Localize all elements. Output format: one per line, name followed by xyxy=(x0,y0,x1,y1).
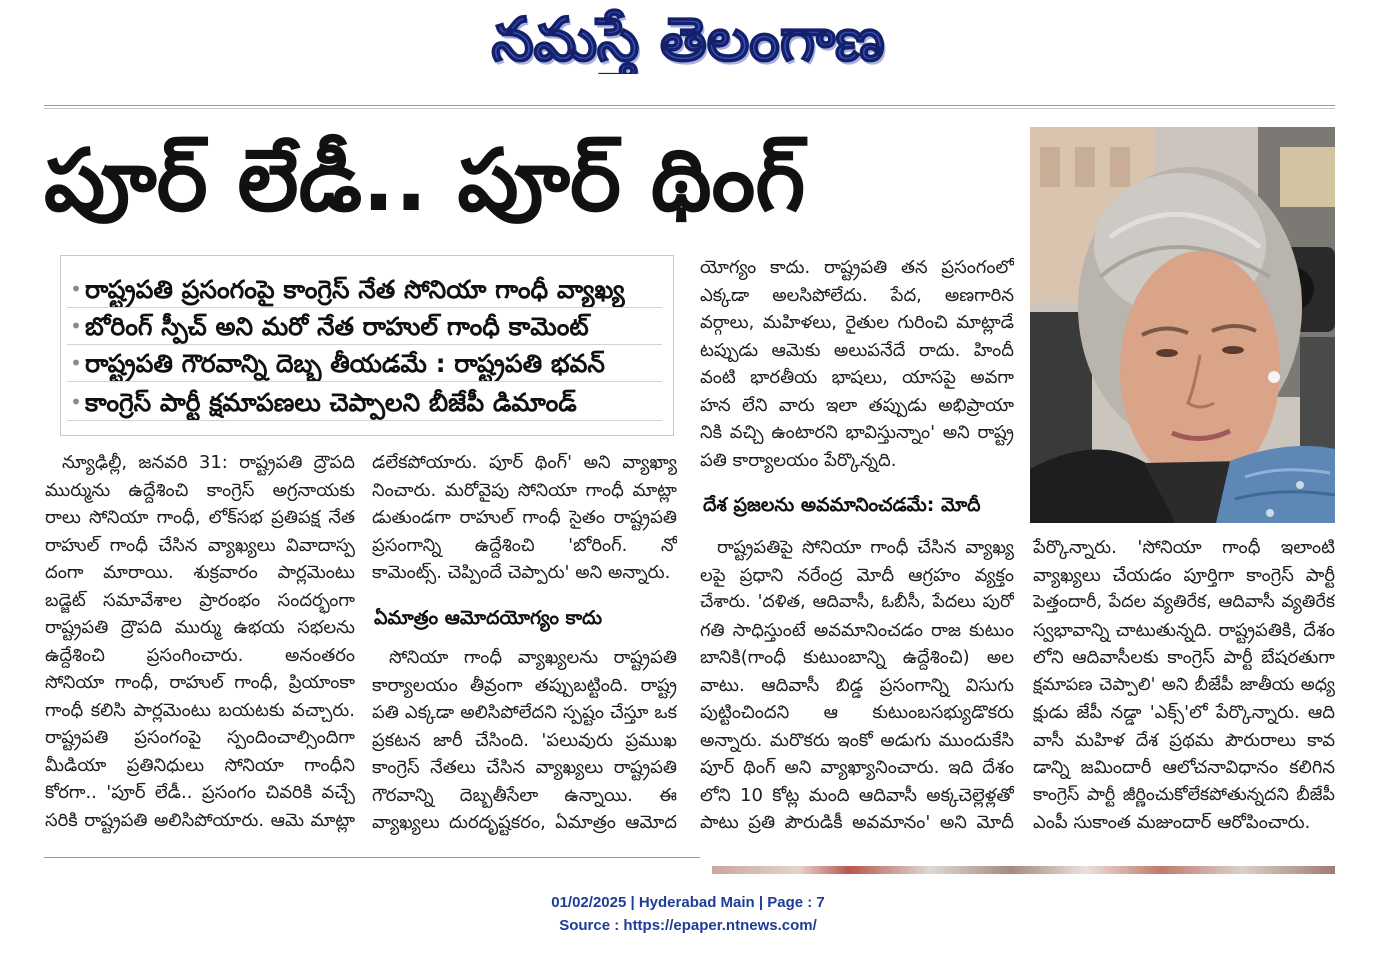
bullet-icon: • xyxy=(70,351,82,375)
bottom-divider xyxy=(44,857,700,858)
article-column-3-top xyxy=(700,254,1014,474)
article-line: రాష్ట్రపతి ప్రసంగంపై స్పందించాల్సిందిగా xyxy=(45,727,355,748)
article-line: న్యూఢిల్లీ, జనవరి 31: రాష్ట్రపతి ద్రౌపది xyxy=(62,452,355,473)
article-line: నికి వచ్చి ఉంటారని భావిస్తున్నాం' అని రాష్ట్ర xyxy=(700,422,1014,443)
article-line: వంటి భారతీయ భాషలు, యాసపై అవగా xyxy=(700,367,1014,388)
article-line: వ్యాఖ్యలు దురదృష్టకరం, ఏమాత్రం ఆమోద xyxy=(372,812,677,833)
article-line: ఎక్కడా అలసిపోలేదు. పేద, అణగారిన xyxy=(700,284,1014,306)
article-column-3-bottom xyxy=(700,534,1014,837)
article-line: వాసీ మహిళ దేశ ప్రథమ పౌరురాలు కావ xyxy=(1033,729,1335,751)
article-line: గతి సాధిస్తుంటే అవమానించడం రాజ కుటుం xyxy=(700,619,1014,641)
subheading: ఏమాత్రం ఆమోదయోగ్యం కాదు xyxy=(374,607,603,629)
article-line: డాన్ని జమిందారీ ఆలోచనావిధానం కలిగిన xyxy=(1033,757,1335,778)
article-line: హన లేని వారు ఇలా తప్పుడు అభిప్రాయా xyxy=(700,394,1014,416)
highlight-item xyxy=(67,385,662,421)
article-line: బానికి(గాంధీ కుటుంబాన్ని ఉద్దేశించి) అల xyxy=(700,647,1014,668)
article-line: రాష్ట్రపతి ద్రౌపది ముర్ము ఉభయ సభలను xyxy=(45,617,355,638)
article-line: దంగా మారాయి. శుక్రవారం పార్లమెంటు xyxy=(45,562,355,583)
article-line: పెత్తందారీ, పేదల వ్యతిరేక, ఆదివాసీ వ్యతిరేక xyxy=(1033,592,1335,612)
subheading: దేశ ప్రజలను అవమానించడమే: మోదీ xyxy=(703,494,981,516)
highlight-item xyxy=(67,346,662,382)
article-line: వ్యాఖ్యలు చేయడం పూర్తిగా కాంగ్రెస్ పార్టీ xyxy=(1033,564,1335,586)
highlight-text: కాంగ్రెస్ పార్టీ క్షమాపణలు చెప్పాలని బీజేపీ డిమాండ్ xyxy=(85,388,577,417)
article-line: పాటు ప్రతి పౌరుడికీ అవమానం' అని మోదీ xyxy=(700,812,1014,833)
article-line: ముర్మును ఉద్దేశించి కాంగ్రెస్ అగ్రనాయకు xyxy=(45,479,355,501)
highlights-box xyxy=(60,255,674,436)
article-line: కార్యాలయం తీవ్రంగా తప్పుబట్టింది. రాష్ట్ర xyxy=(372,674,677,696)
article-line: డుతుండగా రాహుల్ గాంధీ సైతం రాష్ట్రపతి xyxy=(372,507,677,528)
article-line: ఎంపీ సుకాంత మజుందార్ ఆరోపించారు. xyxy=(1033,812,1311,833)
article-line: పతి ఎక్కడా అలిసిపోలేదని స్పష్టం చేస్తూ ఒక xyxy=(372,702,677,723)
article-line: కోరగా.. 'పూర్ లేడీ.. ప్రసంగం చివరికి వచ్చే xyxy=(45,782,355,803)
bullet-icon: • xyxy=(70,390,82,414)
article-line: రాలు సోనియా గాంధీ, లోక్‌సభ ప్రతిపక్ష నేత xyxy=(45,507,355,528)
article-line: రాహుల్ గాంధీ చేసిన వ్యాఖ్యలు వివాదాస్ప xyxy=(45,534,355,556)
bullet-icon: • xyxy=(70,314,82,338)
article-line: పుట్టించిందని ఆ కుటుంబసభ్యుడొకరు xyxy=(700,702,1014,723)
next-article-photo-edge xyxy=(712,866,1335,874)
article-line: యోగ్యం కాదు. రాష్ట్రపతి తన ప్రసంగంలో xyxy=(700,257,1014,278)
highlight-text: రాష్ట్రపతి గౌరవాన్ని దెబ్బ తీయడమే : రాష్ట్రపతి భవన్ xyxy=(85,349,605,378)
article-line: కాంగ్రెస్ నేతలు చేసిన వ్యాఖ్యలు రాష్ట్రపతి xyxy=(372,757,677,778)
article-line: పూర్ థింగ్ అని వ్యాఖ్యానించారు. ఇది దేశం xyxy=(700,757,1014,778)
article-column-1 xyxy=(45,449,355,834)
highlight-item xyxy=(67,309,662,345)
article-line: గాంధీ కలిసి పార్లమెంటు బయటకు వచ్చారు. xyxy=(45,699,355,721)
article-line: బడ్జెట్ సమావేశాల ప్రారంభం సందర్భంగా xyxy=(45,589,355,611)
bullet-icon: • xyxy=(70,277,82,301)
article-line: ప్రకటన జారీ చేసింది. 'పలువురు ప్రముఖ xyxy=(372,729,677,751)
article-line: క్షుడు జేపీ నడ్డా 'ఎక్స్'లో పేర్కొన్నారు. ఆది xyxy=(1033,702,1335,723)
headline: పూర్ లేడీ.. పూర్ థింగ్ xyxy=(44,131,806,231)
article-line: ప్రసంగాన్ని ఉద్దేశించి 'బోరింగ్. నో xyxy=(372,534,677,556)
masthead-logo: నమస్తే తెలంగాణ xyxy=(491,6,885,74)
masthead-divider xyxy=(44,105,1335,109)
news-photo xyxy=(1030,127,1335,523)
article-line: చేశారు. 'దళిత, ఆదివాసీ, ఓబీసీ, పేదలు పురో xyxy=(700,592,1014,612)
article-column-2-top xyxy=(372,449,677,587)
highlight-item xyxy=(67,272,662,308)
article-line: సోనియా గాంధీ, రాహుల్ గాంధీ, ప్రియాంకా xyxy=(45,672,355,693)
article-line: పేర్కొన్నారు. 'సోనియా గాంధీ ఇలాంటి xyxy=(1033,537,1335,558)
highlight-text: బోరింగ్ స్పీచ్ అని మరో నేత రాహుల్ గాంధీ కామెంట్ xyxy=(85,312,589,341)
footer-dateline: 01/02/2025 | Hyderabad Main | Page : 7 xyxy=(551,894,825,911)
article-line: వర్గాలు, మహిళలు, రైతుల గురించి మాట్లాడే xyxy=(700,312,1014,333)
article-line: రాష్ట్రపతిపై సోనియా గాంధీ చేసిన వ్యాఖ్య xyxy=(717,537,1014,558)
highlight-text: రాష్ట్రపతి ప్రసంగంపై కాంగ్రెస్ నేత సోనియా గాంధీ వ్యాఖ్య xyxy=(85,275,625,304)
article-line: క్షమాపణ చెప్పాలి' అని బీజేపీ జాతీయ అధ్య xyxy=(1033,674,1335,695)
article-line: వాటు. ఆదివాసీ బిడ్డ ప్రసంగాన్ని విసుగు xyxy=(700,674,1014,696)
article-column-2-bottom xyxy=(372,644,677,837)
article-line: ఉద్దేశించి ప్రసంగించారు. అనంతరం xyxy=(45,644,355,666)
photo-image xyxy=(1030,127,1335,523)
footer-source: Source : https://epaper.ntnews.com/ xyxy=(559,917,817,934)
article-line: లోని 10 కోట్ల మంది ఆదివాసీ అక్కచెల్లెళ్లతో xyxy=(700,784,1014,806)
article-line: టప్పుడు ఆమెకు అలుపనేదే రాదు. హిందీ xyxy=(700,339,1014,361)
article-line: సోనియా గాంధీ వ్యాఖ్యలను రాష్ట్రపతి xyxy=(389,647,677,668)
article-line: నించారు. మరోవైపు సోనియా గాంధీ మాట్లా xyxy=(372,479,677,501)
article-line: సరికి రాష్ట్రపతి అలిసిపోయారు. ఆమె మాట్లా xyxy=(45,809,355,831)
article-column-4 xyxy=(1033,534,1335,837)
article-line: గౌరవాన్ని దెబ్బతీసేలా ఉన్నాయి. ఈ xyxy=(372,784,677,806)
article-line: మీడియా ప్రతినిధులు సోనియా గాంధీని xyxy=(45,754,355,776)
article-line: పతి కార్యాలయం పేర్కొన్నది. xyxy=(700,449,897,471)
article-line: కామెంట్స్. చెప్పిందే చెప్పారు' అని అన్నారు. xyxy=(372,562,671,583)
article-line: లోని ఆదివాసీలకు కాంగ్రెస్ పార్టీ బేషరతుగా xyxy=(1033,647,1335,668)
article-line: అన్నారు. మరొకరు ఇంకో అడుగు ముందుకేసి xyxy=(700,729,1014,751)
article-line: కాంగ్రెస్ పార్టీ జీర్ణించుకోలేకపోతున్నదని బీజేపీ xyxy=(1033,784,1335,805)
article-line: లపై ప్రధాని నరేంద్ర మోదీ ఆగ్రహం వ్యక్తం xyxy=(700,564,1014,586)
article-line: డలేకపోయారు. పూర్ థింగ్' అని వ్యాఖ్యా xyxy=(372,452,677,473)
article-line: స్వభావాన్ని చాటుతున్నది. రాష్ట్రపతికి, దేశం xyxy=(1033,619,1335,641)
